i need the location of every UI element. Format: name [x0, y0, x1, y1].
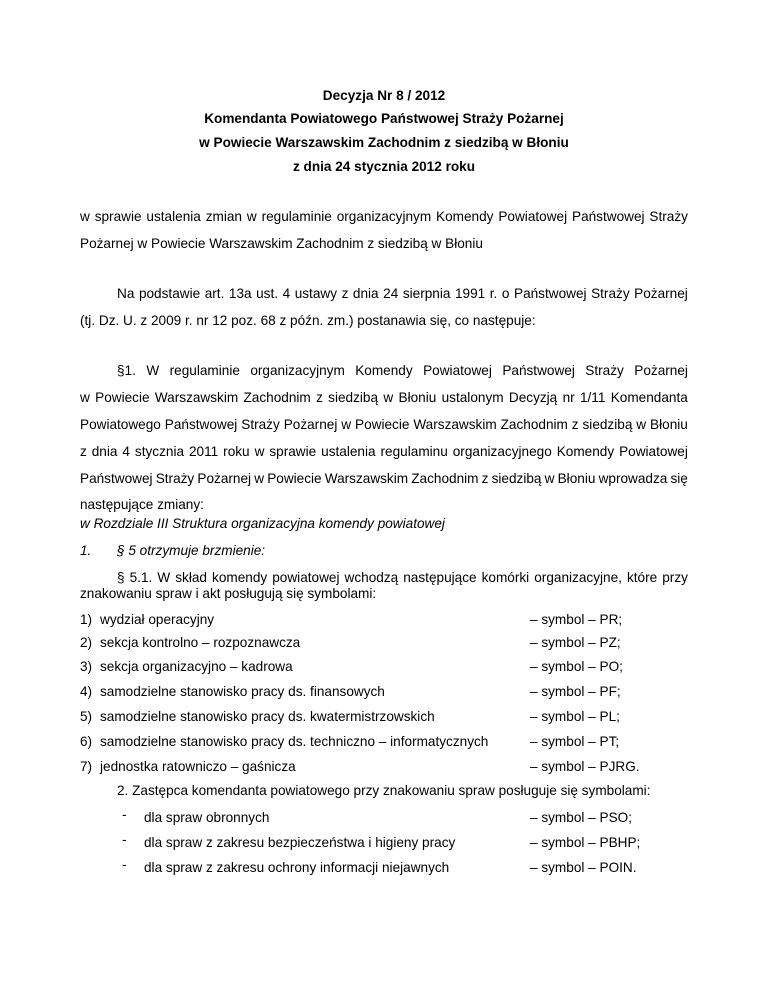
word: Powiatowej [423, 363, 492, 378]
word: o [501, 286, 510, 301]
word: komórki [481, 570, 530, 585]
word: Komendy [355, 363, 413, 378]
word: Na [117, 286, 135, 301]
basis-line-1 [117, 286, 688, 302]
unit-number: 3) [80, 659, 93, 674]
word: dnia [352, 286, 379, 301]
decision-number: Decyzja Nr 8 / 2012 [322, 88, 446, 103]
word: ustalenia [321, 444, 376, 459]
word: z [571, 417, 579, 432]
word: podstawie [138, 286, 201, 301]
unit-symbol: – symbol – PZ; [530, 635, 621, 650]
deputy-item-name: dla spraw obronnych [144, 810, 270, 825]
unit-number: 5) [80, 709, 93, 724]
word: Warszawskim [154, 390, 239, 405]
word: 4 [282, 286, 291, 301]
word: 5.1. [129, 570, 153, 585]
word: stycznia [134, 444, 185, 459]
word: Komendy [436, 209, 494, 224]
paragraph-5-1-line-1 [117, 570, 688, 586]
word: organizacyjne, [534, 570, 622, 585]
decision-location: w Powiecie Warszawskim Zachodnim z siedzibą w Błoniu [199, 135, 569, 150]
word: Błoniu [650, 417, 688, 432]
deputy-item-symbol: – symbol – PBHP; [530, 835, 641, 850]
unit-name: sekcja organizacyjno – kadrowa [100, 659, 293, 674]
word: Straży [591, 286, 630, 301]
word: w [80, 209, 90, 224]
word: roku [223, 444, 250, 459]
word: Państwowej [572, 209, 645, 224]
word: Warszawskim [413, 417, 497, 432]
word: Komendy [556, 444, 615, 459]
decision-date: z dnia 24 stycznia 2012 roku [292, 159, 476, 174]
word: Państwowej [80, 471, 153, 486]
unit-name: samodzielne stanowisko pracy ds. finansowych [100, 684, 385, 699]
word: z [316, 390, 323, 405]
deputy-item-name: dla spraw z zakresu bezpieczeństwa i higieny pracy [144, 835, 456, 850]
word: Błoniu [398, 390, 437, 405]
word: z [80, 444, 87, 459]
word: w [246, 209, 257, 224]
word: Powiecie [95, 390, 150, 405]
deputy-row-3 [122, 857, 688, 876]
word: organizacyjnego [452, 444, 552, 459]
section1-line-5 [80, 471, 688, 487]
unit-row-5 [80, 709, 688, 725]
word: nr [562, 390, 575, 405]
word: regulaminu [380, 444, 448, 459]
word: sprawie [94, 209, 142, 224]
word: Pożarnej [283, 417, 338, 432]
deputy-intro: 2. Zastępca komendanta powiatowego przy znakowaniu spraw posługuje się symbolami: [117, 783, 651, 798]
section1-line-2 [80, 390, 688, 406]
word: Błoniu [557, 471, 596, 486]
word: Zachodnim [500, 417, 568, 432]
word: siedzibą [328, 390, 379, 405]
word: w [254, 471, 265, 486]
word: regulaminie [169, 363, 240, 378]
word: Straży [649, 209, 688, 224]
word: w [80, 390, 90, 405]
deputy-item-symbol: – symbol – POIN. [530, 860, 637, 875]
word: W [146, 363, 160, 378]
unit-row-1 [80, 612, 688, 628]
dash-bullet: - [122, 832, 127, 847]
word: Państwowej [164, 417, 238, 432]
word: art. [204, 286, 225, 301]
word: 24 [383, 286, 399, 301]
deputy-item-name: dla spraw z zakresu ochrony informacji niejawnych [144, 860, 450, 875]
section1-line-3 [80, 417, 688, 433]
word: w [341, 417, 352, 432]
word: które [626, 570, 658, 585]
section1-line-6: następujące zmiany: [80, 497, 204, 512]
deputy-row-1 [122, 807, 688, 826]
word: r. [489, 286, 498, 301]
word: Straży [585, 363, 624, 378]
word: w [254, 444, 265, 459]
word: wprowadza [598, 471, 668, 486]
chapter-heading: w Rozdziale III Struktura organizacyjna komendy powiatowej [80, 516, 445, 531]
subject-line-2: Pożarnej w Powiecie Warszawskim Zachodnim z siedzibą w Błoniu [80, 236, 483, 251]
word: Komendanta [610, 390, 688, 405]
word: Powiecie [267, 471, 322, 486]
word: sierpnia [402, 286, 451, 301]
section1-line-4 [80, 444, 688, 460]
unit-name: samodzielne stanowisko pracy ds. techniczno – informatycznych [100, 734, 489, 749]
word: ust. [256, 286, 279, 301]
word: 13a [228, 286, 252, 301]
word: Państwowej [502, 363, 575, 378]
unit-row-3 [80, 659, 688, 675]
word: Zachodnim [411, 471, 479, 486]
unit-symbol: – symbol – PO; [530, 659, 623, 674]
word: się [670, 471, 688, 486]
word: siedzibą [491, 471, 542, 486]
word: wchodzą [344, 570, 399, 585]
word: ustawy [294, 286, 338, 301]
word: Zachodnim [243, 390, 311, 405]
unit-row-4 [80, 684, 688, 700]
word: Pożarnej [197, 471, 252, 486]
unit-number: 2) [80, 635, 93, 650]
word: organizacyjnym [250, 363, 345, 378]
paragraph-5-1-line-2: znakowaniu spraw i akt posługują się symbolami: [80, 586, 377, 601]
word: Straży [155, 471, 195, 486]
word: Państwowej [514, 286, 587, 301]
unit-number: 1) [80, 612, 93, 627]
unit-number: 6) [80, 734, 93, 749]
unit-name: sekcja kontrolno – rozpoznawcza [100, 635, 301, 650]
unit-symbol: – symbol – PF; [530, 684, 621, 699]
word: w [636, 417, 647, 432]
word: ustalenia [146, 209, 201, 224]
word: Pożarnej [634, 286, 688, 301]
word: następujące [403, 570, 477, 585]
unit-number: 7) [80, 759, 93, 774]
word: Powiatowej [498, 209, 568, 224]
word: w [383, 390, 394, 405]
word: dnia [91, 444, 118, 459]
word: § [117, 570, 125, 585]
unit-number: 4) [80, 684, 93, 699]
unit-name: samodzielne stanowisko pracy ds. kwatermistrzowskich [100, 709, 435, 724]
word: Powiatowej [619, 444, 688, 459]
unit-symbol: – symbol – PR; [530, 612, 623, 627]
unit-name: jednostka ratowniczo – gaśnicza [100, 759, 296, 774]
word: skład [175, 570, 207, 585]
word: powiatowej [272, 570, 340, 585]
word: siedzibą [582, 417, 633, 432]
basis-line-2: (tj. Dz. U. z 2009 r. nr 12 poz. 68 z późn. zm.) postanawia się, co następuje: [80, 313, 536, 328]
section1-line-1 [117, 363, 688, 379]
word: regulaminie [261, 209, 332, 224]
word: zmian [205, 209, 242, 224]
deputy-row-2 [122, 832, 688, 851]
word: organizacyjnym [336, 209, 432, 224]
word: 1/11 [579, 390, 606, 405]
deputy-item-symbol: – symbol – PSO; [530, 810, 632, 825]
word: Powiatowego [80, 417, 161, 432]
word: Pożarnej [634, 363, 688, 378]
item-text: § 5 otrzymuje brzmienie: [117, 543, 266, 558]
word: sprawie [269, 444, 317, 459]
word: 1991 [454, 286, 486, 301]
unit-symbol: – symbol – PJRG. [530, 759, 640, 774]
word: z [481, 471, 489, 486]
unit-row-2 [80, 635, 688, 651]
unit-row-6 [80, 734, 688, 750]
word: komendy [212, 570, 268, 585]
word: §1. [117, 363, 136, 378]
unit-symbol: – symbol – PL; [530, 709, 620, 724]
word: Powiecie [355, 417, 410, 432]
unit-row-7 [80, 759, 688, 775]
word: Warszawskim [324, 471, 409, 486]
word: w [544, 471, 555, 486]
word: 2011 [188, 444, 219, 459]
decision-issuer: Komendanta Powiatowego Państwowej Straży Pożarnej [204, 111, 564, 126]
word: 4 [122, 444, 130, 459]
word: ustalonym [441, 390, 504, 405]
dash-bullet: - [122, 807, 127, 822]
item-number: 1. [80, 543, 92, 558]
unit-name: wydział operacyjny [100, 612, 215, 627]
word: W [157, 570, 171, 585]
word: z [341, 286, 349, 301]
unit-symbol: – symbol – PT; [530, 734, 620, 749]
word: Decyzją [508, 390, 558, 405]
subject-line-1 [80, 209, 688, 225]
dash-bullet: - [122, 857, 127, 872]
word: Straży [241, 417, 280, 432]
word: przy [662, 570, 688, 585]
